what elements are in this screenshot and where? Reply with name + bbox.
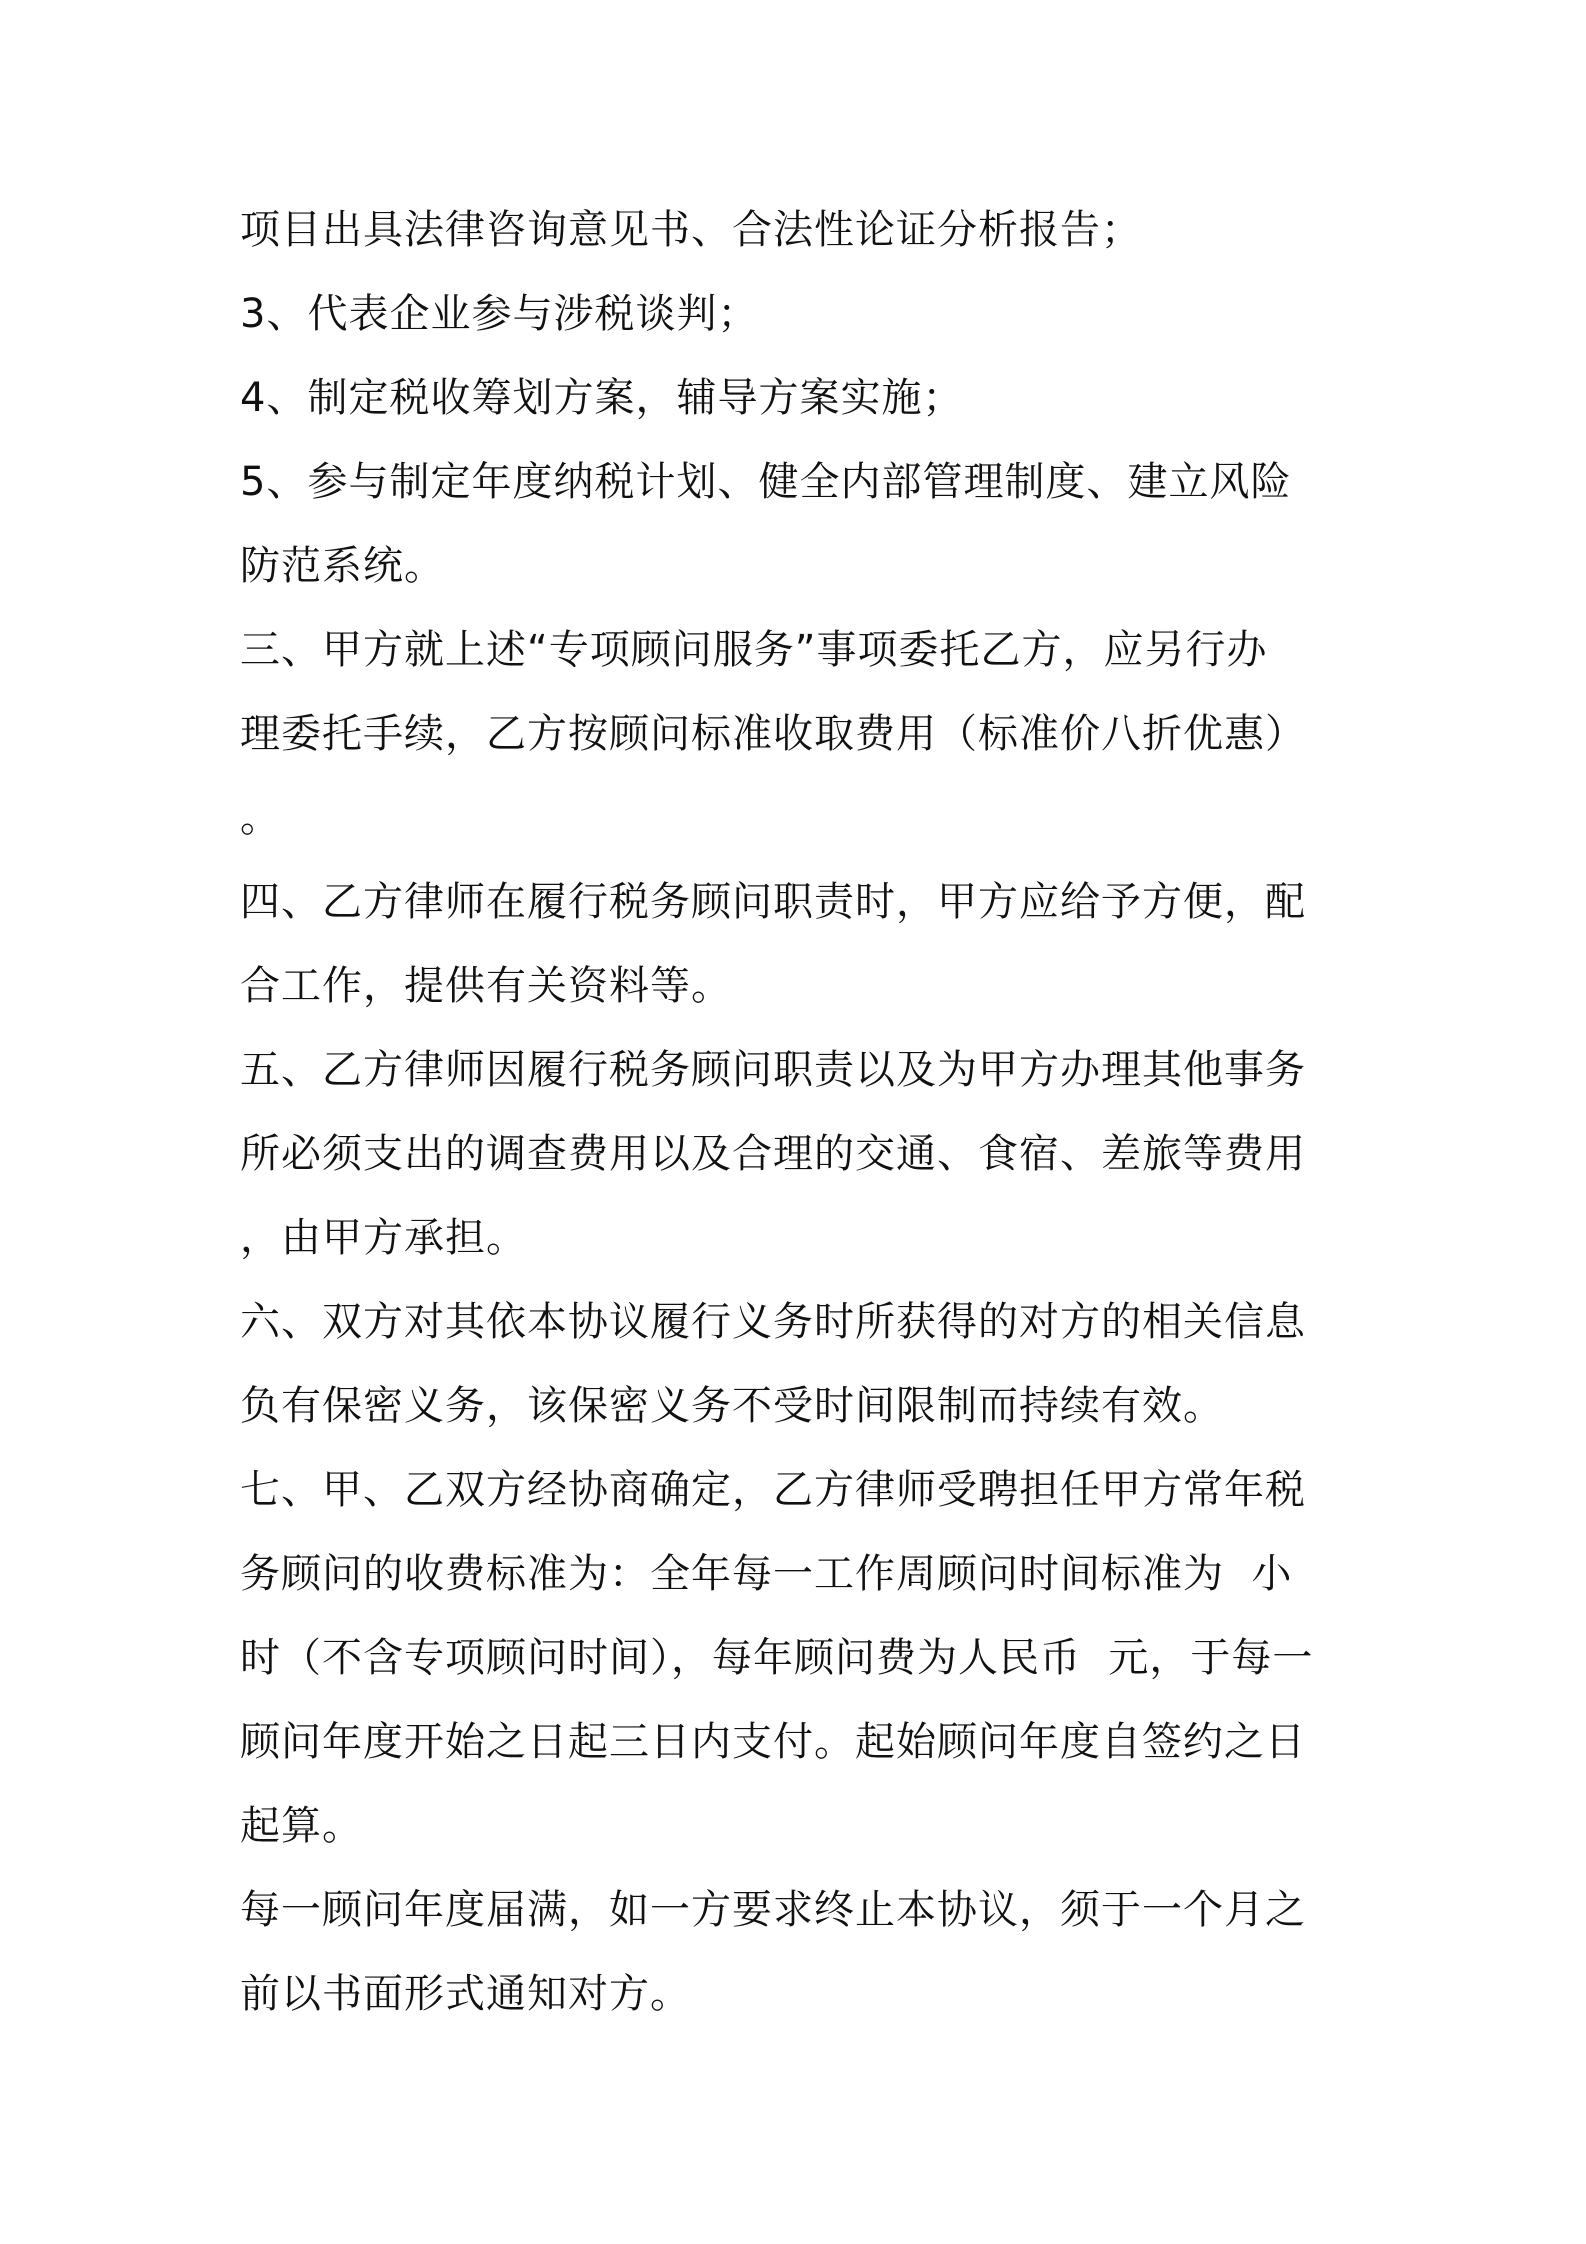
text-line-3: 4、制定税收筹划方案，辅导方案实施； xyxy=(240,375,964,421)
text-line-21: 每一顾问年度届满，如一方要求终止本协议，须于一个月之 xyxy=(240,1887,1306,1933)
text-line-14: 六、双方对其依本协议履行义务时所获得的对方的相关信息 xyxy=(240,1299,1306,1345)
text-line-12: 所必须支出的调查费用以及合理的交通、食宿、差旅等费用 xyxy=(240,1131,1306,1177)
text-line-20: 起算。 xyxy=(240,1803,363,1849)
text-line-9: 四、乙方律师在履行税务顾问职责时，甲方应给予方便，配 xyxy=(240,879,1306,925)
text-line-22: 前以书面形式通知对方。 xyxy=(240,1971,691,2017)
text-line-19: 顾问年度开始之日起三日内支付。起始顾问年度自签约之日 xyxy=(240,1719,1306,1765)
text-line-11: 五、乙方律师因履行税务顾问职责以及为甲方办理其他事务 xyxy=(240,1047,1306,1093)
text-line-2: 3、代表企业参与涉税谈判； xyxy=(240,291,759,337)
text-line-18: 时（不含专项顾问时间），每年顾问费为人民币 元，于每一 xyxy=(240,1635,1314,1681)
text-line-7: 理委托手续，乙方按顾问标准收取费用（标准价八折优惠） xyxy=(240,711,1306,757)
text-line-4: 5、参与制定年度纳税计划、健全内部管理制度、建立风险 xyxy=(240,459,1292,505)
text-line-1: 项目出具法律咨询意见书、合法性论证分析报告； xyxy=(240,207,1142,253)
text-line-17: 务顾问的收费标准为：全年每一工作周顾问时间标准为 小 xyxy=(240,1551,1293,1597)
text-line-15: 负有保密义务，该保密义务不受时间限制而持续有效。 xyxy=(240,1383,1224,1429)
text-line-6: 三、甲方就上述“专项顾问服务”事项委托乙方，应另行办 xyxy=(240,627,1268,673)
text-line-8: 。 xyxy=(240,795,281,841)
text-line-5: 防范系统。 xyxy=(240,543,445,589)
document-body xyxy=(240,188,1360,2036)
text-line-10: 合工作，提供有关资料等。 xyxy=(240,963,732,1009)
text-line-13: ，由甲方承担。 xyxy=(240,1215,527,1261)
text-line-16: 七、甲、乙双方经协商确定，乙方律师受聘担任甲方常年税 xyxy=(240,1467,1306,1513)
